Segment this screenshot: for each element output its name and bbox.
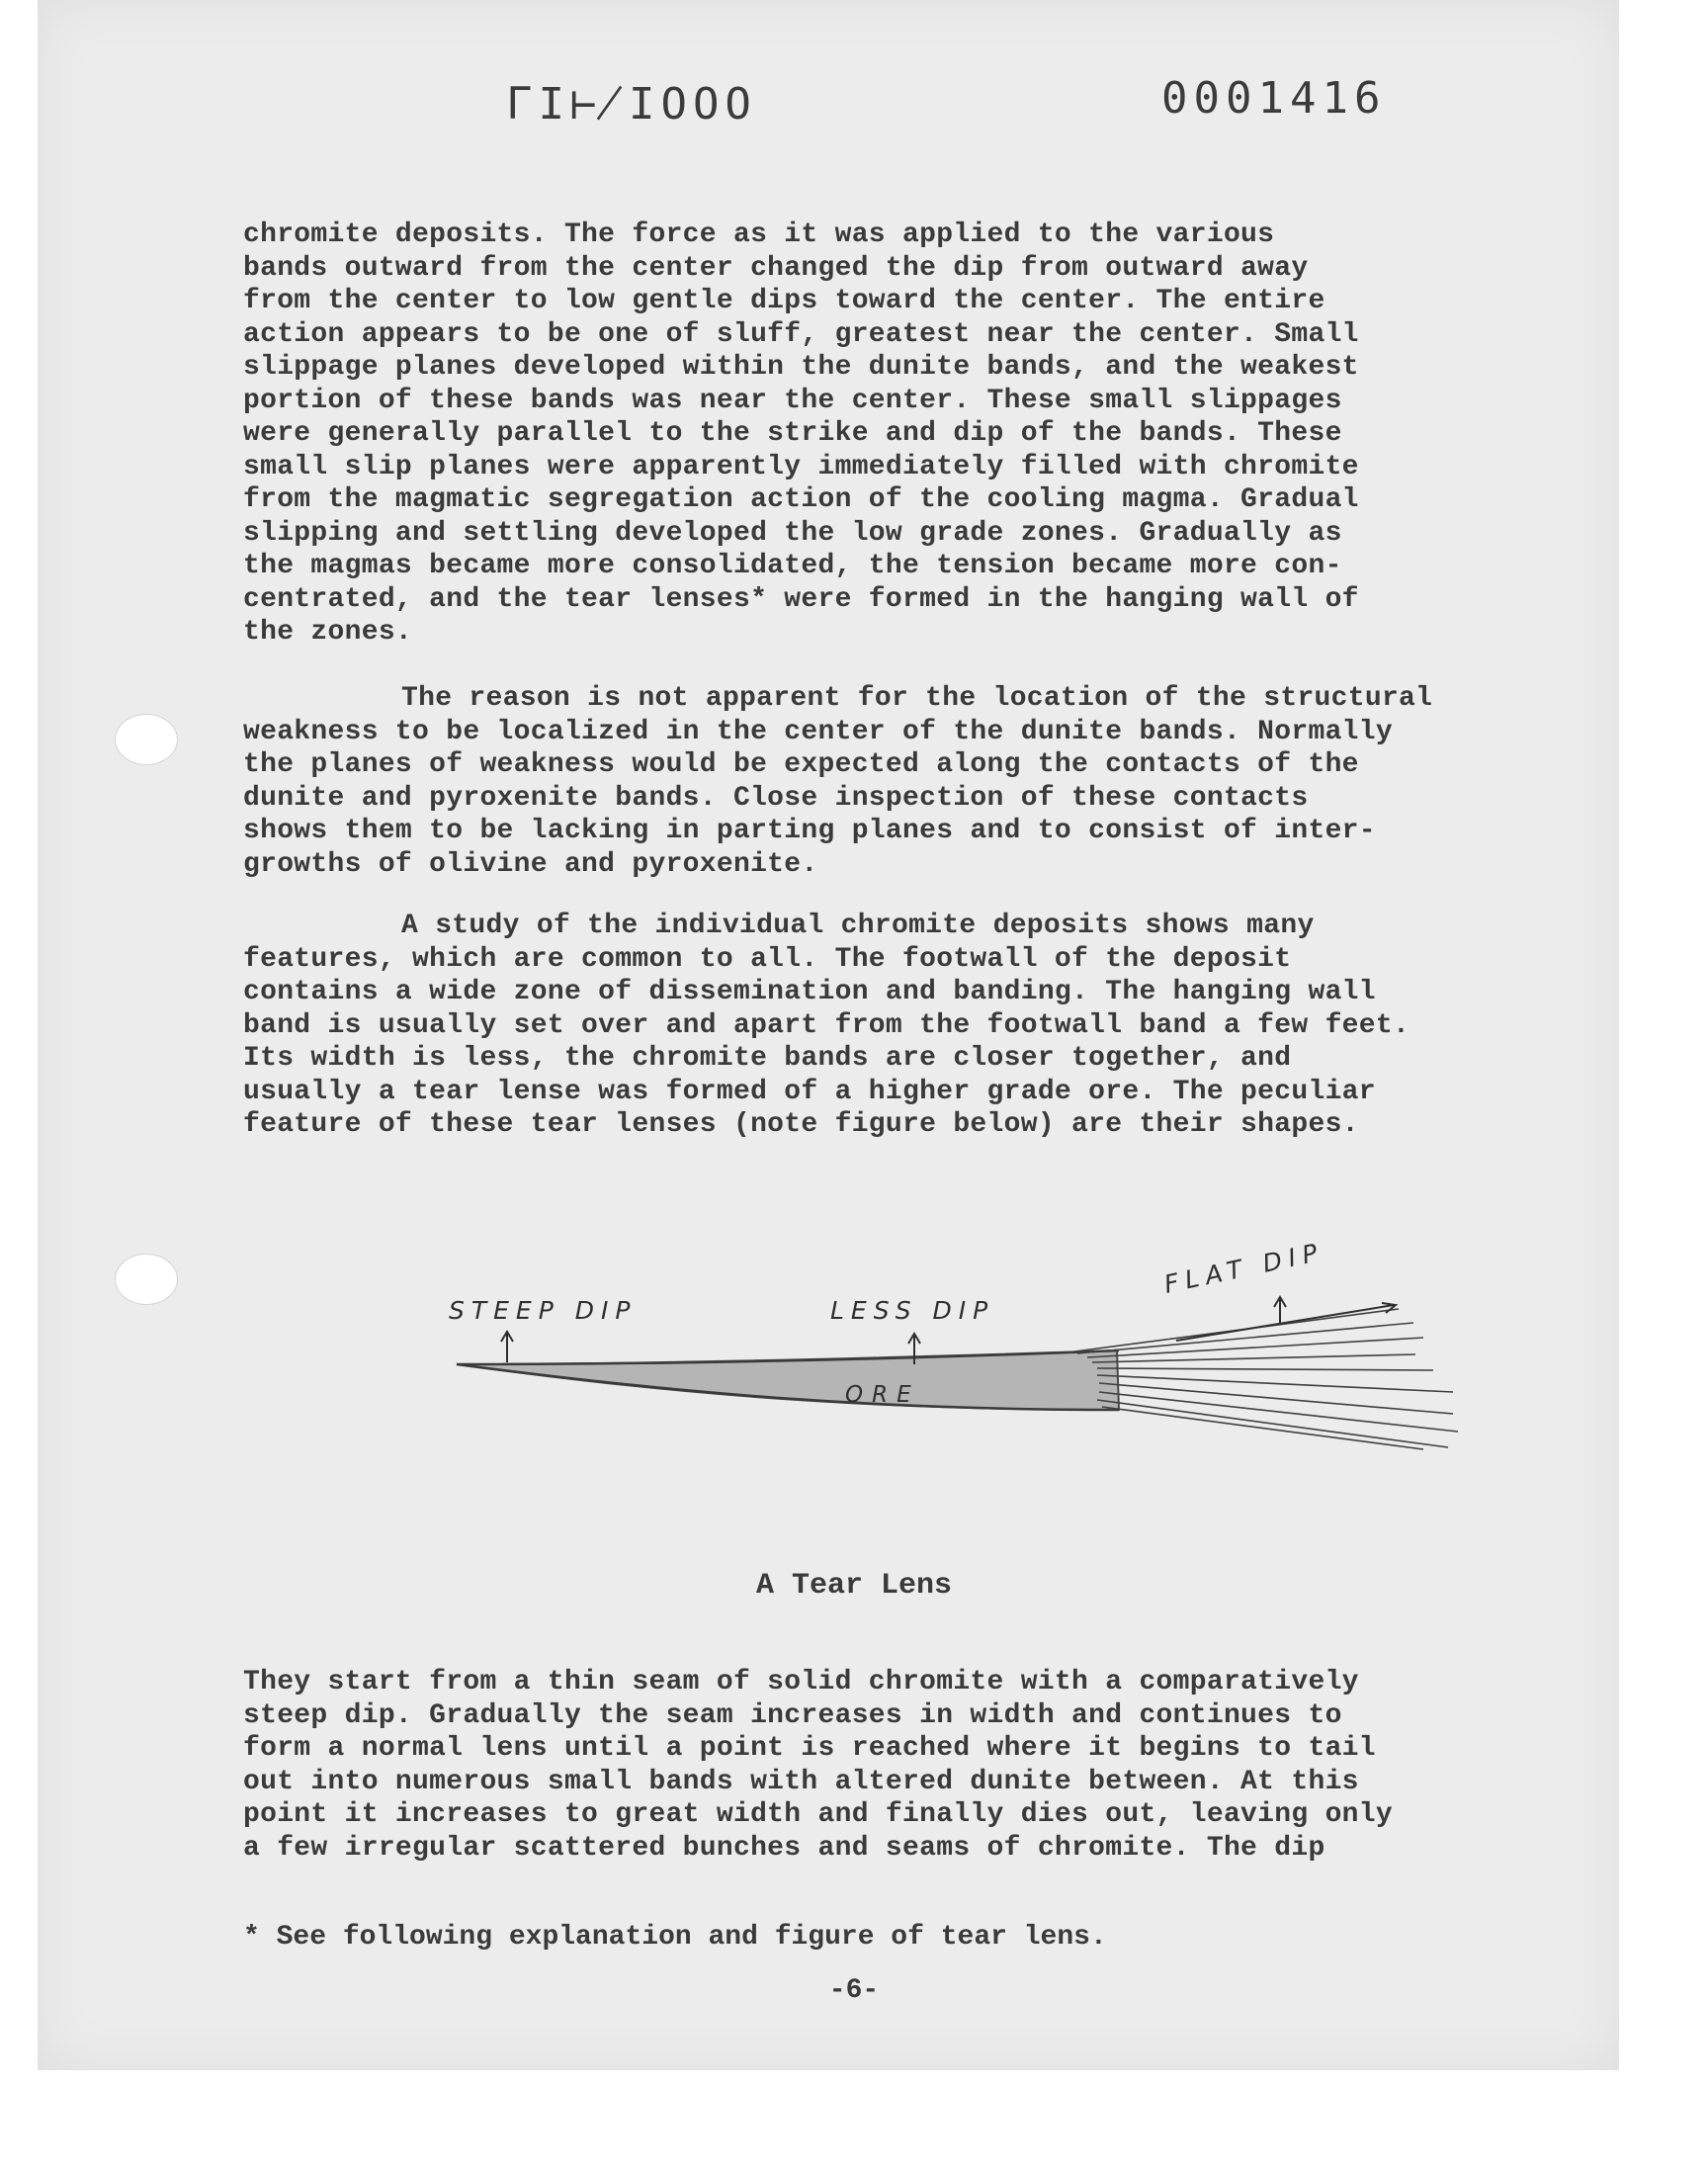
tear-lens-figure <box>435 1214 1483 1451</box>
footnote: * See following explanation and figure of tear lens. <box>243 1922 1107 1953</box>
tail-bands <box>1068 1309 1458 1449</box>
header-right-code: 0001416 <box>1161 73 1387 124</box>
label-flat-dip: FLAT DIP <box>1161 1237 1327 1299</box>
label-ore: ORE <box>845 1382 920 1408</box>
header-left-code: ΓI⊬IOOO <box>506 79 757 130</box>
paragraph-2: The reason is not apparent for the location of the structural weakness to be localized in the center of the dunite bands. Normally the planes of weakness would be expected along the contacts of the dunite and pyroxenite bands. Close inspection of these contacts shows them to be lacking in parting planes and to consist of inter- growths of olivine and pyroxenite. <box>243 683 1433 880</box>
paragraph-4: They start from a thin seam of solid chromite with a comparatively steep dip. Gradually the seam increases in width and continues to form a normal lens until a point is reached where it begins to tail out into numerous small bands with altered dunite between. At this point it increases to great width and finally dies out, leaving only a few irregular scattered bunches and seams of chromite. The dip <box>243 1667 1393 1864</box>
ore-lens <box>457 1350 1119 1410</box>
page-number: -6- <box>828 1975 880 2006</box>
flat-dip-arrow <box>1274 1297 1286 1323</box>
figure-caption: A Tear Lens <box>755 1569 953 1603</box>
steep-dip-arrow <box>501 1332 513 1362</box>
label-steep-dip: STEEP DIP <box>449 1296 638 1325</box>
paragraph-3: A study of the individual chromite deposits shows many features, which are common to all. The footwall of the deposit contains a wide zone of dissemination and banding. The hanging wall band is usually set over and apart from the footwall band a few feet. Its width is less, the chromite bands are closer together, and usually a tear lense was formed of a higher grade ore. The peculiar feature of these tear lenses (note figure below) are their shapes. <box>243 911 1410 1140</box>
paragraph-1: chromite deposits. The force as it was applied to the various bands outward from the center changed the dip from outward away from the center to low gentle dips toward the center. The entire action appears to be one of sluff, greatest near the center. Small slippage planes developed within the dunite bands, and the weakest portion of these bands was near the center. These small slippages were generally parallel to the strike and dip of the bands. These small slip planes were apparently immediately filled with chromite from the magmatic segregation action of the cooling magma. Gradual slipping and settling developed the low grade zones. Gradually as the magmas became more consolidated, the tension became more con- centrated, and the tear lenses* were formed in the hanging wall of the zones. <box>243 219 1359 648</box>
label-less-dip: LESS DIP <box>830 1296 995 1325</box>
punch-hole-top <box>115 714 178 765</box>
punch-hole-bottom <box>115 1254 178 1305</box>
